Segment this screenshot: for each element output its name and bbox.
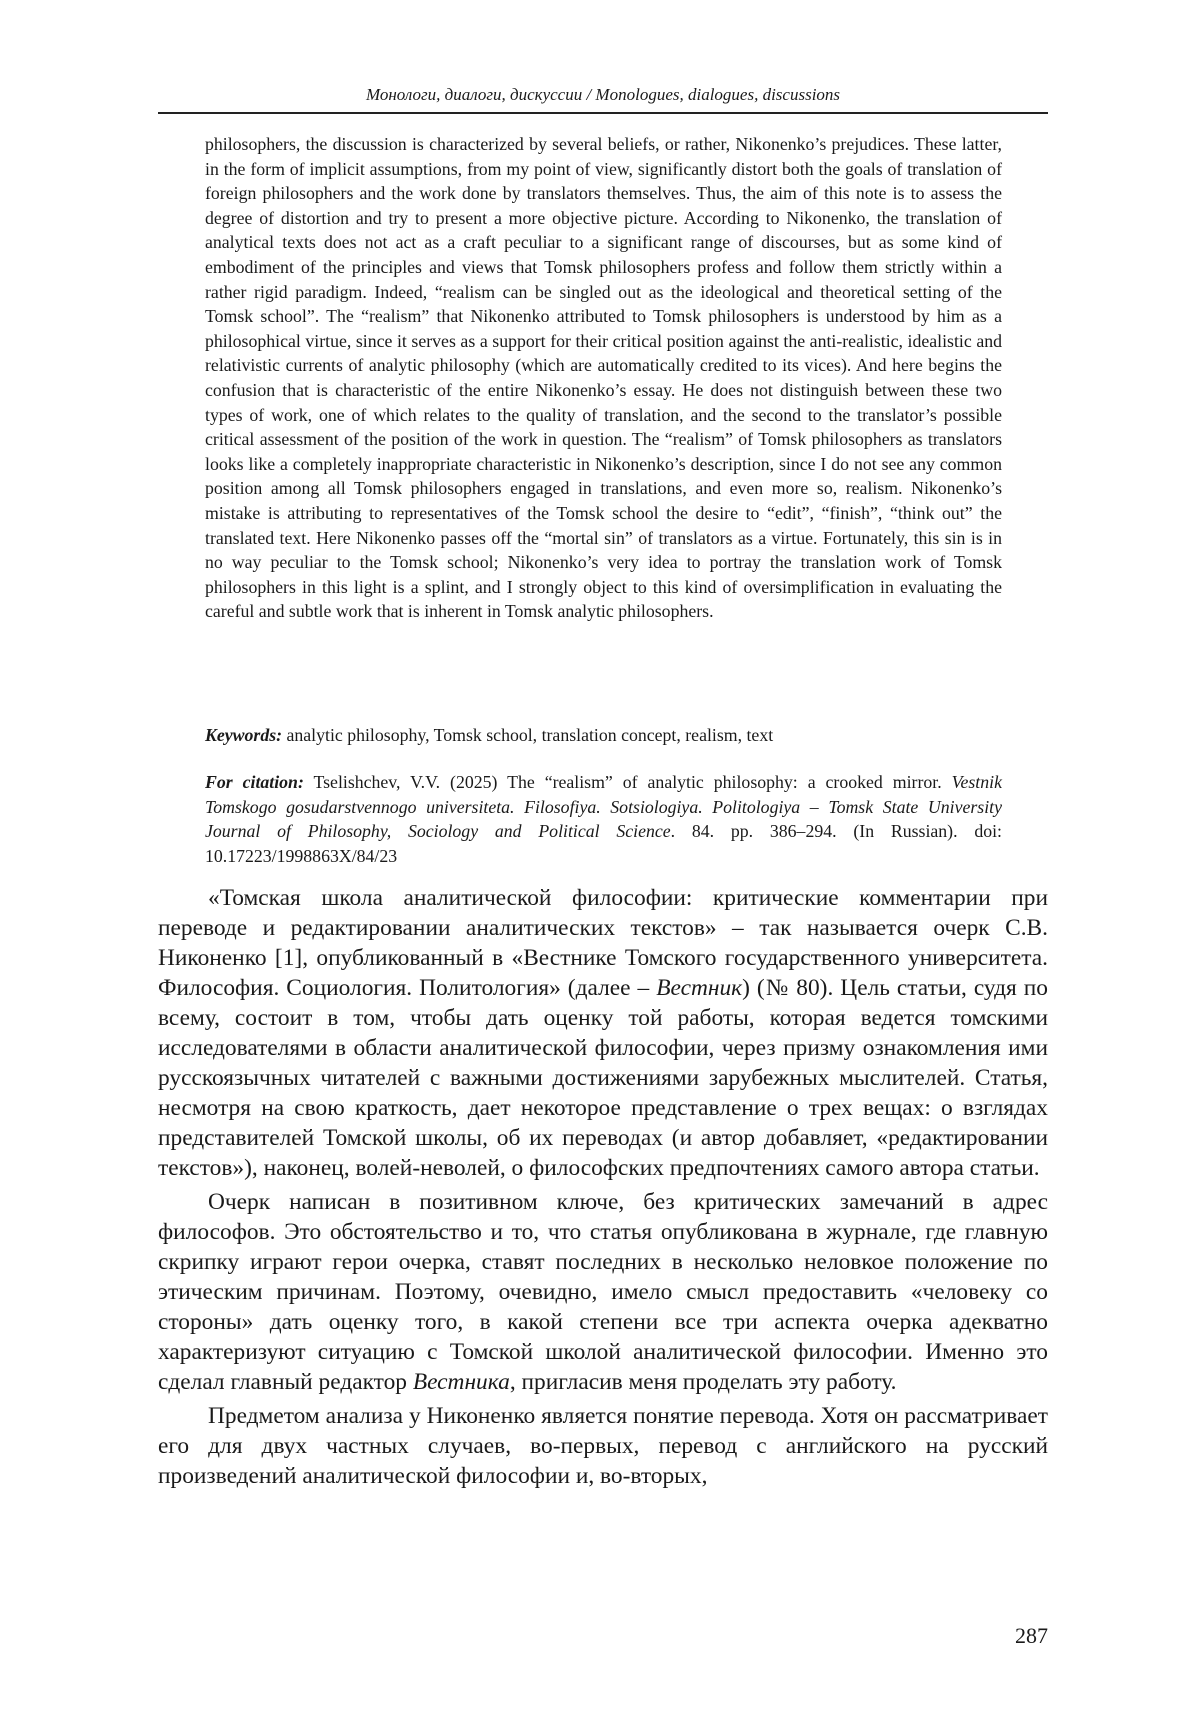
running-header: Монологи, диалоги, дискуссии / Monologues, dialogues, discussions [365,85,841,104]
body-p2-text-a: Очерк написан в позитивном ключе, без критических замечаний в адрес философов. Это обстоятельство и то, что статья опубликована в журнале, где главную скрипку играют герои очерка, ставят последних в несколько неловкое положение по этическим причинам. Поэтому, очевидно, имело смысл предоставить «человеку со стороны» дать оценку того, в какой степени все три аспекта очерка адекватно характеризуют ситуацию с Томской школой аналитической философии. Именно это сделал главный редактор [158,1189,1048,1395]
citation-text: Tselishchev, V.V. (2025) The “realism” of analytic philosophy: a crooked mirror. [303,772,952,792]
body-p2-text-b: , пригласив меня проделать эту работу. [509,1369,897,1395]
body-p1-text-b: ) (№ 80). Цель статьи, судя по всему, состоит в том, чтобы дать оценку той работы, которая ведется томскими исследователями в области аналитической философии, через призму ознакомления ими русскоязычных читателей с важными достижениями зарубежных мыслителей. Статья, несмотря на свою краткость, дает некоторое представление о трех вещах: о взглядах представителей Томской школы, об их переводах (и автор добавляет, «редактировании текстов»), наконец, волей-неволей, о философских предпочтениях самого автора статьи. [158,975,1048,1181]
keywords [205,723,1002,748]
body-text [158,883,1048,1491]
keywords-text: analytic philosophy, Tomsk school, translation concept, realism, text [282,725,774,745]
citation-journal: Vestnik Tomskogo gosudarstvennogo universiteta. Filosofiya. Sotsiologiya. Politologiya – Tomsk State University Journal of Philosophy, Sociology and Political Science [205,772,1002,842]
body-paragraph-2 [158,1187,1048,1397]
body-paragraph-1 [158,883,1048,1183]
body-p1-text-a: «Томская школа аналитической философии: критические комментарии при переводе и редактировании аналитических текстов» – так называется очерк С.В. Никоненко [1], опубликованный в «Вестнике Томского государственного университета. Философия. Социология. Политология» (далее – [158,885,1048,1001]
body-p2-italic: Вестника [412,1369,510,1395]
page-number: 287 [1015,1623,1048,1648]
citation-label: For citation: [205,772,304,792]
body-paragraph-3: Предметом анализа у Никоненко является понятие перевода. Хотя он рассматривает его для двух частных случаев, во-первых, перевод с английского на русский произведений аналитической философии и, во-вторых, [158,1403,1048,1489]
citation-tail: . 84. pp. 386–294. (In Russian). doi: 10.17223/1998863X/84/23 [205,821,1002,866]
abstract [205,132,1002,624]
abstract-text: philosophers, the discussion is characterized by several beliefs, or rather, Nikonenko’s prejudices. These latter, in the form of implicit assumptions, from my point of view, significantly distort both the goals of translation of foreign philosophers and the work done by translators themselves. Thus, the aim of this note is to assess the degree of distortion and try to present a more objective picture. According to Nikonenko, the translation of analytical texts does not act as a craft peculiar to a significant range of discourses, but as some kind of embodiment of the principles and views that Tomsk philosophers profess and follow them strictly within a rather rigid paradigm. Indeed, “realism can be singled out as the ideological and theoretical setting of the Tomsk school”. The “realism” that Nikonenko attributed to Tomsk philosophers is understood by him as a philosophical virtue, since it serves as a support for their critical position against the anti-realistic, idealistic and relativistic currents of analytic philosophy (which are automatically credited to its vices). And here begins the confusion that is characteristic of the entire Nikonenko’s essay. He does not distinguish between these two types of work, one of which relates to the quality of translation, and the second to the translator’s possible critical assessment of the position of the work in question. The “realism” of Tomsk philosophers as translators looks like a completely inappropriate characteristic in Nikonenko’s description, since I do not see any common position among all Tomsk philosophers engaged in translations, and even more so, realism. Nikonenko’s mistake is attributing to representatives of the Tomsk school the desire to “edit”, “finish”, “think out” the translated text. Here Nikonenko passes off the “mortal sin” of translators as a virtue. Fortunately, this sin is in no way peculiar to the Tomsk school; Nikonenko’s very idea to portray the translation work of Tomsk philosophers in this light is a splint, and I strongly object to this kind of oversimplification in evaluating the careful and subtle work that is inherent in Tomsk analytic philosophers. [205,134,1002,622]
header-rule [158,112,1048,114]
keywords-label: Keywords: [205,725,283,745]
citation [205,770,1002,868]
body-p1-italic: Вестник [656,975,743,1001]
